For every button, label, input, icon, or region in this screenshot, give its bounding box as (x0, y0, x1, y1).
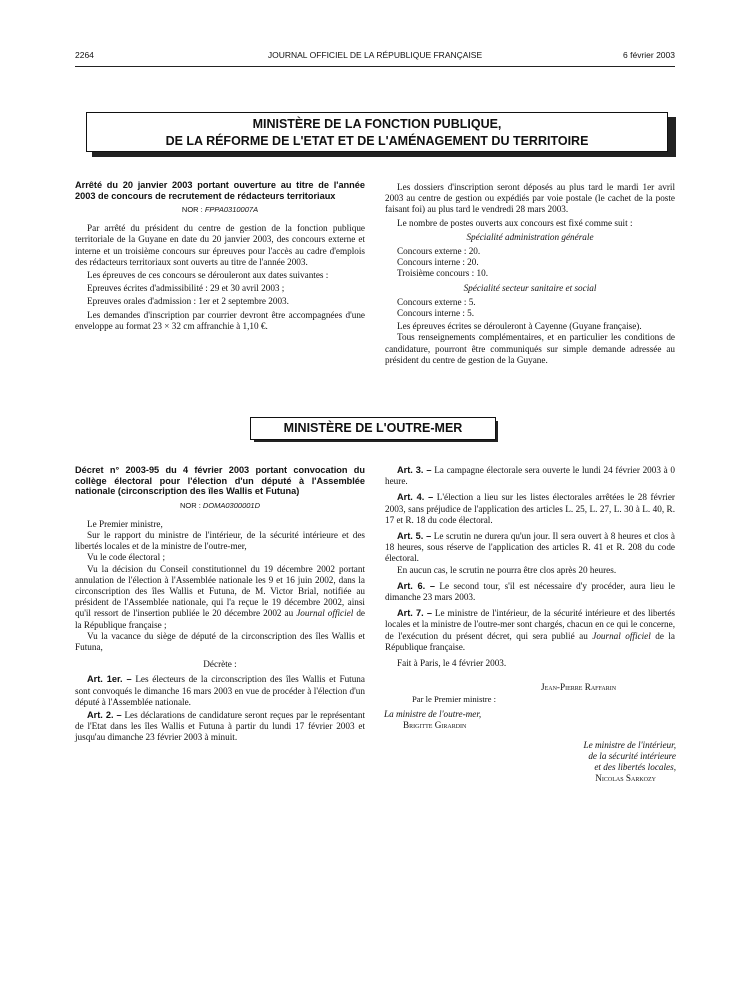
article-7: Art. 7. – Le ministre de l'intérieur, de la sécurité intérieure et des libertés locales et la ministre de l'outre-mer sont chargés, chacun en ce qui le concerne, de l'exécution du présent décret, qui sera publié au Journal officiel de la République française. (385, 608, 676, 652)
specialty-title: Spécialité secteur sanitaire et social (463, 282, 597, 293)
ministry2-box (250, 417, 496, 440)
decrete-heading: Décrète : (203, 659, 237, 670)
page-header (75, 50, 675, 64)
arrete-paragraph: Tous renseignements complémentaires, et en particulier les conditions de candidature, pourront être communiqués sur simple demande adressée au président du centre de gestion de la Guyane. (385, 332, 675, 365)
arrete-paragraph: Epreuves orales d'admission : 1er et 2 septembre 2003. (87, 296, 289, 307)
list-item: Troisième concours : 10. (397, 268, 489, 279)
arrete-paragraph: Le nombre de postes ouverts aux concours est fixé comme suit : (397, 217, 633, 228)
decret-left-column (75, 465, 365, 746)
decret-title: Décret n° 2003-95 du 4 février 2003 portant convocation du collège électoral pour l'élection d'un député à l'Assemblée nationale (circonscription des îles Wallis et Futuna) (75, 465, 365, 496)
arrete-paragraph: Epreuves écrites d'admissibilité : 29 et 30 avril 2003 ; (87, 283, 285, 294)
article-6: Art. 6. – Le second tour, s'il est nécessaire d'y procéder, aura lieu le dimanche 23 mars 2003. (385, 580, 676, 603)
article-2: Art. 2. – Les déclarations de candidature seront reçues par le représentant de l'Etat dans les îles Wallis et Futuna à partir du lundi 17 février 2003 et jusqu'au dimanche 23 février 2003 à minuit. (75, 709, 366, 743)
article-5-paragraph: En aucun cas, le scrutin ne pourra être clos après 20 heures. (397, 564, 617, 575)
ministry1-line2: DE LA RÉFORME DE L'ETAT ET DE L'AMÉNAGEMENT DU TERRITOIRE (165, 134, 589, 148)
signatory-name: Jean-Pierre Raffarin (541, 682, 617, 692)
article-3: Art. 3. – La campagne électorale sera ouverte le lundi 24 février 2003 à 0 heure. (385, 465, 676, 487)
decret-paragraph: Vu la décision du Conseil constitutionnel du 19 décembre 2002 portant annulation de l'élection à l'Assemblée nationale les 9 et 16 juin 2002, dans la circonscription des îles Wallis et Futuna, de M. Victor Brial, notifiée au président de l'Assemblée nationale, qui l'a reçue le 19 décembre 2002, ainsi qu'il ressort de l'insertion publiée le 20 décembre 2002 au Journal officiel de la République française ; (75, 563, 365, 630)
arrete-paragraph: Les épreuves écrites se dérouleront à Cayenne (Guyane française). (397, 321, 642, 332)
arrete-nor: NOR : FPPA0310007A (181, 205, 259, 214)
list-item: Concours externe : 20. (397, 246, 481, 257)
article-1: Art. 1er. – Les électeurs de la circonscription des îles Wallis et Futuna sont convoqués le dimanche 16 mars 2003 en vue de procéder à l'élection d'un député à l'Assemblée nationale. (75, 674, 365, 707)
issue-date: 6 février 2003 (623, 50, 675, 60)
decret-nor: NOR : DOMA0300001D (179, 500, 261, 510)
ministry1-line1: MINISTÈRE DE LA FONCTION PUBLIQUE, (252, 117, 502, 131)
journal-title: JOURNAL OFFICIEL DE LA RÉPUBLIQUE FRANÇAISE (267, 50, 483, 60)
signature-par: Par le Premier ministre : (412, 694, 497, 704)
decret-paragraph: Vu la vacance du siège de député de la circonscription des îles Wallis et Futuna, (75, 630, 365, 652)
arrete-paragraph: Les demandes d'inscription par courrier devront être accompagnées d'une enveloppe au format 23 × 32 cm affranchie à 1,10 €. (75, 309, 365, 331)
arrete-paragraph: Par arrêté du président du centre de gestion de la fonction publique territoriale de la Guyane en date du 20 janvier 2003, des concours externe et interne et un troisième concours sur épreuves pour l'accès au cadre d'emplois des rédacteurs territoriaux sont ouverts au titre de l'année 2003. (75, 223, 365, 267)
minister-interieur-title: Le ministre de l'intérieur, de la sécurité intérieure et des libertés locales, (583, 740, 676, 773)
signature-date: Fait à Paris, le 4 février 2003. (397, 658, 507, 669)
ministry1-box (86, 112, 668, 152)
minister-outremer-name: Brigitte Girardin (403, 720, 467, 730)
decret-paragraph: Vu le code électoral ; (87, 552, 166, 563)
list-item: Concours externe : 5. (397, 296, 476, 307)
list-item: Concours interne : 5. (397, 308, 475, 319)
decret-right-column (385, 465, 675, 671)
header-rule (75, 66, 675, 67)
minister-outremer-title: La ministre de l'outre-mer, (384, 709, 482, 719)
ministry2-title: MINISTÈRE DE L'OUTRE-MER (283, 421, 463, 435)
decret-paragraph: Sur le rapport du ministre de l'intérieur, de la sécurité intérieure et des libertés locales et de la ministre de l'outre-mer, (75, 529, 365, 552)
page-number: 2264 (75, 50, 94, 60)
arrete-paragraph: Les épreuves de ces concours se dérouleront aux dates suivantes : (87, 270, 329, 281)
minister-interieur-name: Nicolas Sarkozy (595, 773, 656, 783)
arrete-right-column (385, 182, 675, 368)
list-item: Concours interne : 20. (397, 257, 479, 268)
specialty-title: Spécialité administration générale (466, 231, 594, 242)
decret-paragraph: Le Premier ministre, (87, 518, 163, 529)
arrete-title: Arrêté du 20 janvier 2003 portant ouverture au titre de l'année 2003 de concours de recrutement de rédacteurs territoriaux (75, 180, 365, 201)
article-4: Art. 4. – L'élection a lieu sur les listes électorales arrêtées le 28 février 2003, sans préjudice de l'application des articles L. 25, L. 27, L. 30 à L. 40, R. 17 et R. 18 du code électoral. (385, 492, 675, 525)
arrete-paragraph: Les dossiers d'inscription seront déposés au plus tard le mardi 1er avril 2003 au centre de gestion ou expédiés par voie postale (le cachet de la poste faisant foi) au plus tard le vendredi 28 mars 2003. (385, 182, 675, 215)
article-5: Art. 5. – Le scrutin ne durera qu'un jour. Il sera ouvert à 8 heures et clos à 18 heures, sous réserve de l'application des articles R. 41 et R. 208 du code électoral. (385, 531, 675, 564)
arrete-left-column (75, 180, 365, 334)
